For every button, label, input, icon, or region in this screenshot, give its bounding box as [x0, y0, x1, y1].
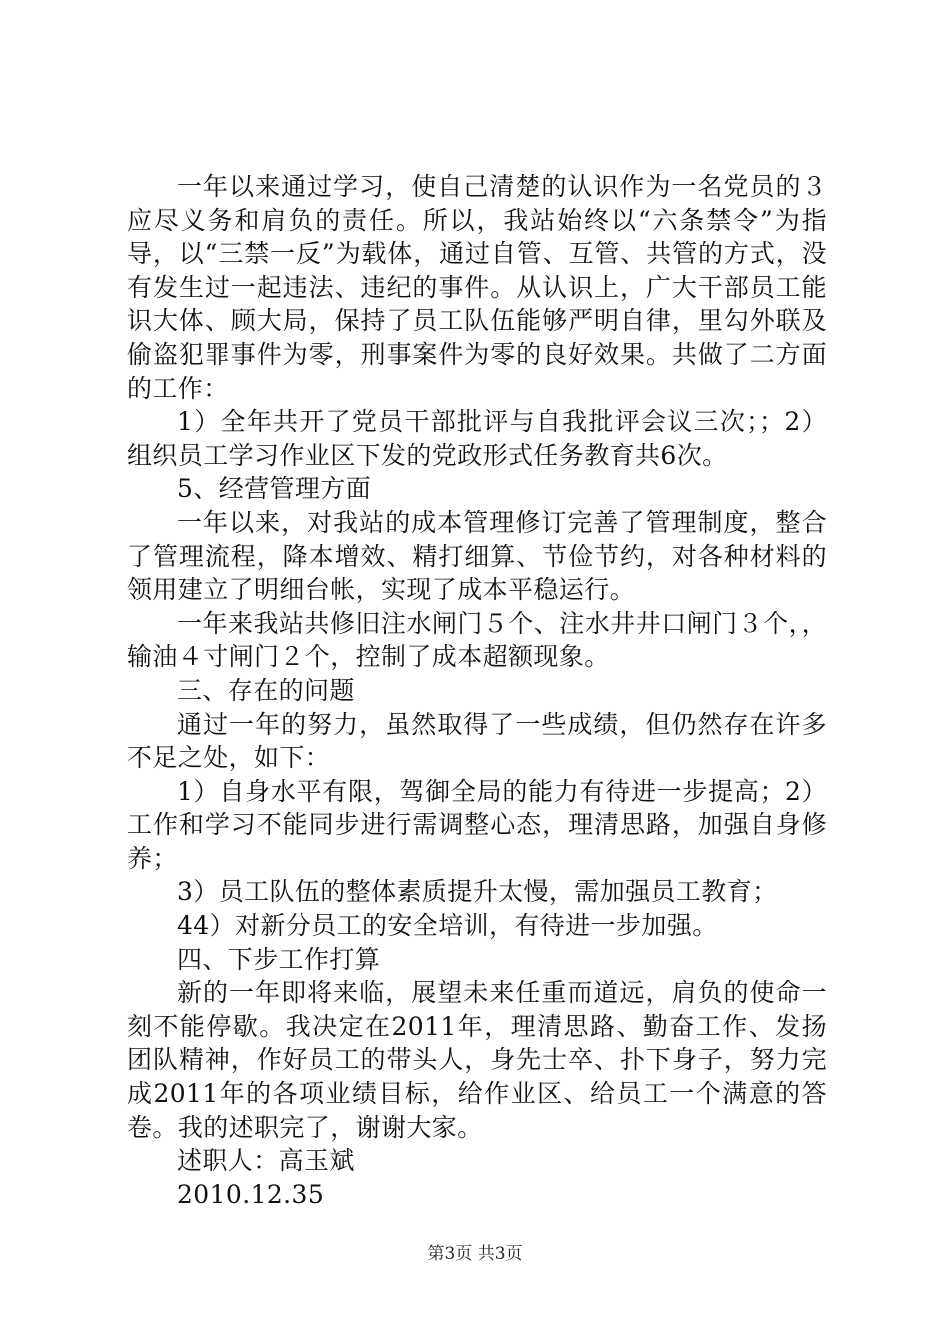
page-footer: 第3页 共3页 — [427, 1244, 523, 1264]
paragraph-problem-3: 3）员工队伍的整体素质提升太慢，需加强员工教育； — [177, 877, 778, 907]
section-heading-problems: 三、存在的问题 — [177, 675, 355, 705]
signature-line: 述职人：高玉斌 — [177, 1146, 355, 1176]
paragraph-cost-management: 一年以来，对我站的成本管理修订完善了管理制度，整合了管理流程，降本增效、精打细算、节俭节约，对各种材料的领用建立了明细台帐，实现了成本平稳运行。 — [127, 507, 827, 605]
paragraph-problem-1-2: 1）自身水平有限，驾御全局的能力有待进一步提高；2）工作和学习不能同步进行需调整心态，理清思路，加强自身修养； — [127, 776, 827, 873]
paragraph-plans: 新的一年即将来临，展望未来任重而道远，肩负的使命一刻不能停歇。我决定在2011年，理清思路、勤奋工作、发扬团队精神，作好员工的带头人，身先士卒、扑下身子，努力完成2011年的各项业绩目标，给作业区、给员工一个满意的答卷。我的述职完了，谢谢大家。 — [127, 978, 827, 1142]
section-heading-plans: 四、下步工作打算 — [177, 944, 381, 974]
paragraph-repairs: 一年来我站共修旧注水闸门５个、注水井井口闸门３个，，输油４寸闸门２个，控制了成本超额现象。 — [127, 608, 827, 672]
date-line: 2010.12.35 — [177, 1179, 325, 1209]
paragraph-item-1: 1）全年共开了党员干部批评与自我批评会议三次；；2）组织员工学习作业区下发的党政形式任务教育共6次。 — [127, 407, 827, 470]
document-body — [127, 170, 827, 1211]
paragraph-intro: 一年以来通过学习，使自己清楚的认识作为一名党员的３应尽义务和肩负的责任。所以，我站始终以“六条禁令”为指导，以“三禁一反”为载体，通过自管、互管、共管的方式，没有发生过一起违法、违纪的事件。从认识上，广大干部员工能识大体、顾大局，保持了员工队伍能够严明自律，里勾外联及偷盗犯罪事件为零，刑事案件为零的良好效果。共做了二方面的工作： — [127, 172, 827, 403]
section-heading-management: 5、经营管理方面 — [177, 474, 372, 504]
paragraph-problem-4: 44）对新分员工的安全培训，有待进一步加强。 — [177, 911, 718, 941]
paragraph-problems-intro: 通过一年的努力，虽然取得了一些成绩，但仍然存在许多不足之处，如下： — [127, 709, 827, 773]
